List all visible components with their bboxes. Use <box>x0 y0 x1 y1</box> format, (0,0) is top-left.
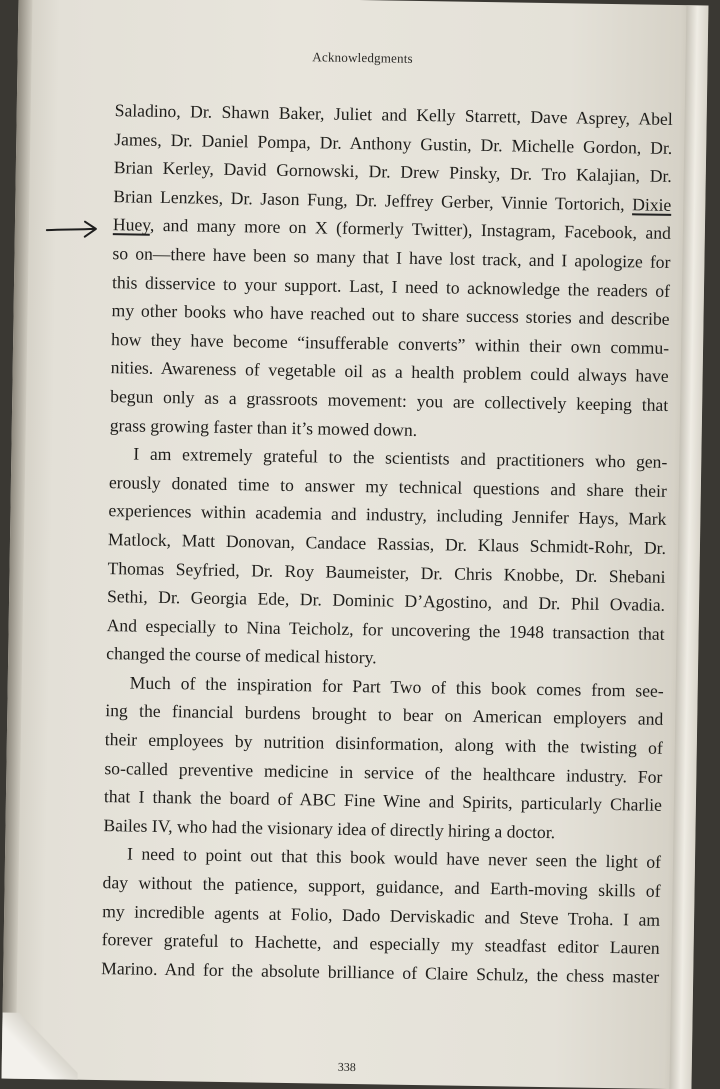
text-line: Sethi, Dr. Georgia Ede, Dr. Dominic D’Agostino, and Dr. Phil Ovadia. <box>106 586 666 615</box>
text-line: Huey, and many more on X (formerly Twitter), Instagram, Facebook, and <box>112 214 672 244</box>
text-line: James, Dr. Daniel Pompa, Dr. Anthony Gustin, Dr. Michelle Gordon, Dr. <box>114 128 673 158</box>
text-line: that I thank the board of ABC Fine Wine and Spirits, particularly Charlie <box>103 786 663 816</box>
text-line: my other books who have reached out to share success stories and describe <box>111 300 670 330</box>
text-line: my incredible agents at Folio, Dado Derviskadic and Steve Troha. I am <box>102 900 661 930</box>
page-spine-shadow <box>2 0 33 1079</box>
text-line: begun only as a grassroots movement: you are collectively keeping that <box>110 386 669 415</box>
text-line: this disservice to your support. Last, I need to acknowledge the readers of <box>111 271 671 301</box>
text-line: grass growing faster than it’s mowed down. <box>109 414 418 440</box>
text-line: Thomas Seyfried, Dr. Roy Baumeister, Dr. Chris Knobbe, Dr. Shebani <box>107 557 666 587</box>
text-line: erously donated time to answer my technical questions and share their <box>108 471 668 501</box>
text-line: so on—there have been so many that I have lost track, and I apologize for <box>112 243 671 272</box>
pen-underline: Dixie <box>632 194 672 215</box>
page-corner-fold <box>2 1012 79 1083</box>
text-line: And especially to Nina Teicholz, for uncovering the 1948 transaction that <box>106 614 665 644</box>
body-text <box>101 96 673 991</box>
text-line: Brian Kerley, David Gornowski, Dr. Drew Pinsky, Dr. Tro Kalajian, Dr. <box>113 157 672 187</box>
text-line: Marino. And for the absolute brilliance of Claire Schulz, the chess master <box>101 957 660 987</box>
text-line: so-called preventive medicine in service of the healthcare industry. For <box>104 757 663 787</box>
next-page-edge <box>669 5 708 1089</box>
text-line: I need to point out that this book would have never seen the light of <box>126 843 662 873</box>
running-head: Acknowledgments <box>312 49 413 66</box>
text-line: Brian Lenzkes, Dr. Jason Fung, Dr. Jeffrey Gerber, Vinnie Tortorich, Dixie <box>113 185 672 215</box>
text-line: ing the financial burdens brought to bear on American employers and <box>105 700 664 730</box>
handwritten-arrow-icon <box>45 219 101 240</box>
text-line: day without the patience, support, guidance, and Earth-moving skills of <box>102 872 661 901</box>
text-line: Matlock, Matt Donovan, Candace Rassias, Dr. Klaus Schmidt-Rohr, Dr. <box>107 529 667 558</box>
text-line: changed the course of medical history. <box>106 643 377 668</box>
text-line: nities. Awareness of vegetable oil as a health problem could always have <box>110 357 669 387</box>
text-line: how they have become “insufferable converts” within their own commu- <box>111 328 670 358</box>
text-line: Saladino, Dr. Shawn Baker, Juliet and Kelly Starrett, Dave Asprey, Abel <box>114 100 673 129</box>
text-line: forever grateful to Hachette, and especially my steadfast editor Lauren <box>101 929 660 959</box>
book-page <box>2 0 709 1089</box>
text-line: experiences within academia and industry, including Jennifer Hays, Mark <box>108 500 667 530</box>
page-number: 338 <box>337 1059 356 1075</box>
text-line: I am extremely grateful to the scientists and practitioners who gen- <box>133 443 668 473</box>
text-line: Much of the inspiration for Part Two of this book comes from see- <box>129 672 664 701</box>
text-line: Bailes IV, who had the visionary idea of directly hiring a doctor. <box>103 814 556 843</box>
pen-underline: Huey <box>112 214 151 236</box>
text-line: their employees by nutrition disinformation, along with the twisting of <box>104 729 663 758</box>
